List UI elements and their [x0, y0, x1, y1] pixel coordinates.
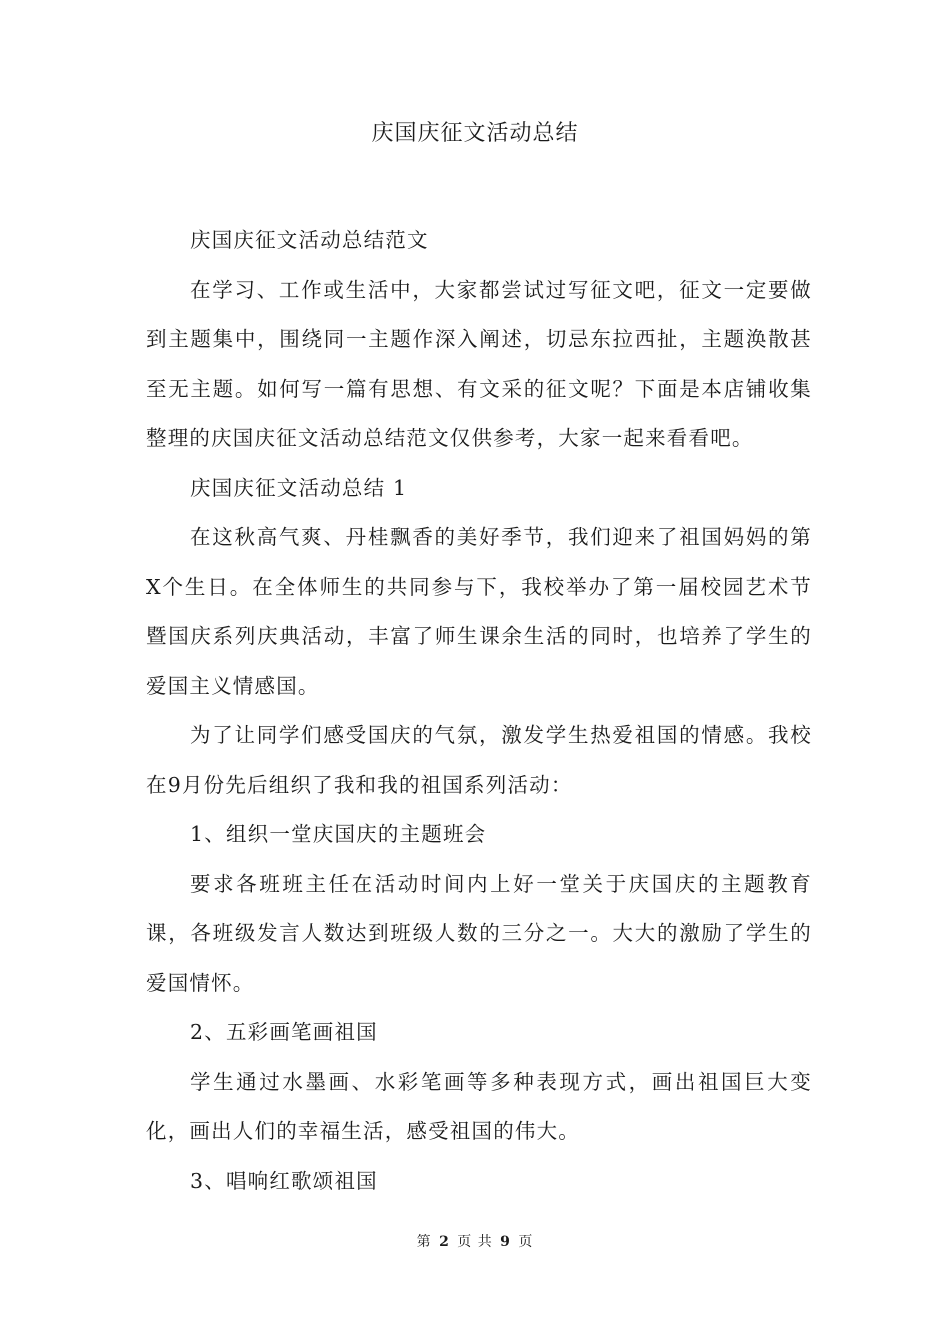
footer-suffix: 页 — [518, 1234, 534, 1250]
paragraph: 学生通过水墨画、水彩笔画等多种表现方式，画出祖国巨大变化，画出人们的幸福生活，感受祖国的伟大。 — [146, 1069, 812, 1143]
section-heading-1: 庆国庆征文活动总结 1 — [190, 475, 408, 500]
page-footer — [0, 1232, 950, 1252]
paragraph-subtitle: 庆国庆征文活动总结范文 — [190, 228, 429, 252]
list-heading-2: 2、五彩画笔画祖国 — [190, 1020, 378, 1044]
document-body — [146, 216, 812, 1206]
footer-prefix: 第 — [416, 1234, 432, 1250]
list-heading-3: 3、唱响红歌颂祖国 — [190, 1168, 378, 1193]
paragraph: 在这秋高气爽、丹桂飘香的美好季节，我们迎来了祖国妈妈的第X个生日。在全体师生的共同参与下，我校举办了第一届校园艺术节暨国庆系列庆典活动，丰富了师生课余生活的同时，也培养了学生的爱国主义情感国。 — [146, 525, 812, 698]
paragraph: 为了让同学们感受国庆的气氛，激发学生热爱祖国的情感。我校在9月份先后组织了我和我的祖国系列活动： — [146, 723, 812, 797]
document-title: 庆国庆征文活动总结 — [371, 121, 579, 146]
footer-middle: 页 共 — [457, 1234, 493, 1250]
list-heading-1: 1、组织一堂庆国庆的主题班会 — [190, 822, 487, 846]
footer-total-pages: 9 — [500, 1234, 511, 1250]
paragraph-intro: 在学习、工作或生活中，大家都尝试过写征文吧，征文一定要做到主题集中，围绕同一主题作深入阐述，切忌东拉西扯，主题涣散甚至无主题。如何写一篇有思想、有文采的征文呢？下面是本店铺收集整理的庆国庆征文活动总结范文仅供参考，大家一起来看看吧。 — [146, 277, 812, 450]
paragraph: 要求各班班主任在活动时间内上好一堂关于庆国庆的主题教育课，各班级发言人数达到班级人数的三分之一。大大的激励了学生的爱国情怀。 — [146, 871, 812, 995]
footer-current-page: 2 — [439, 1234, 450, 1250]
